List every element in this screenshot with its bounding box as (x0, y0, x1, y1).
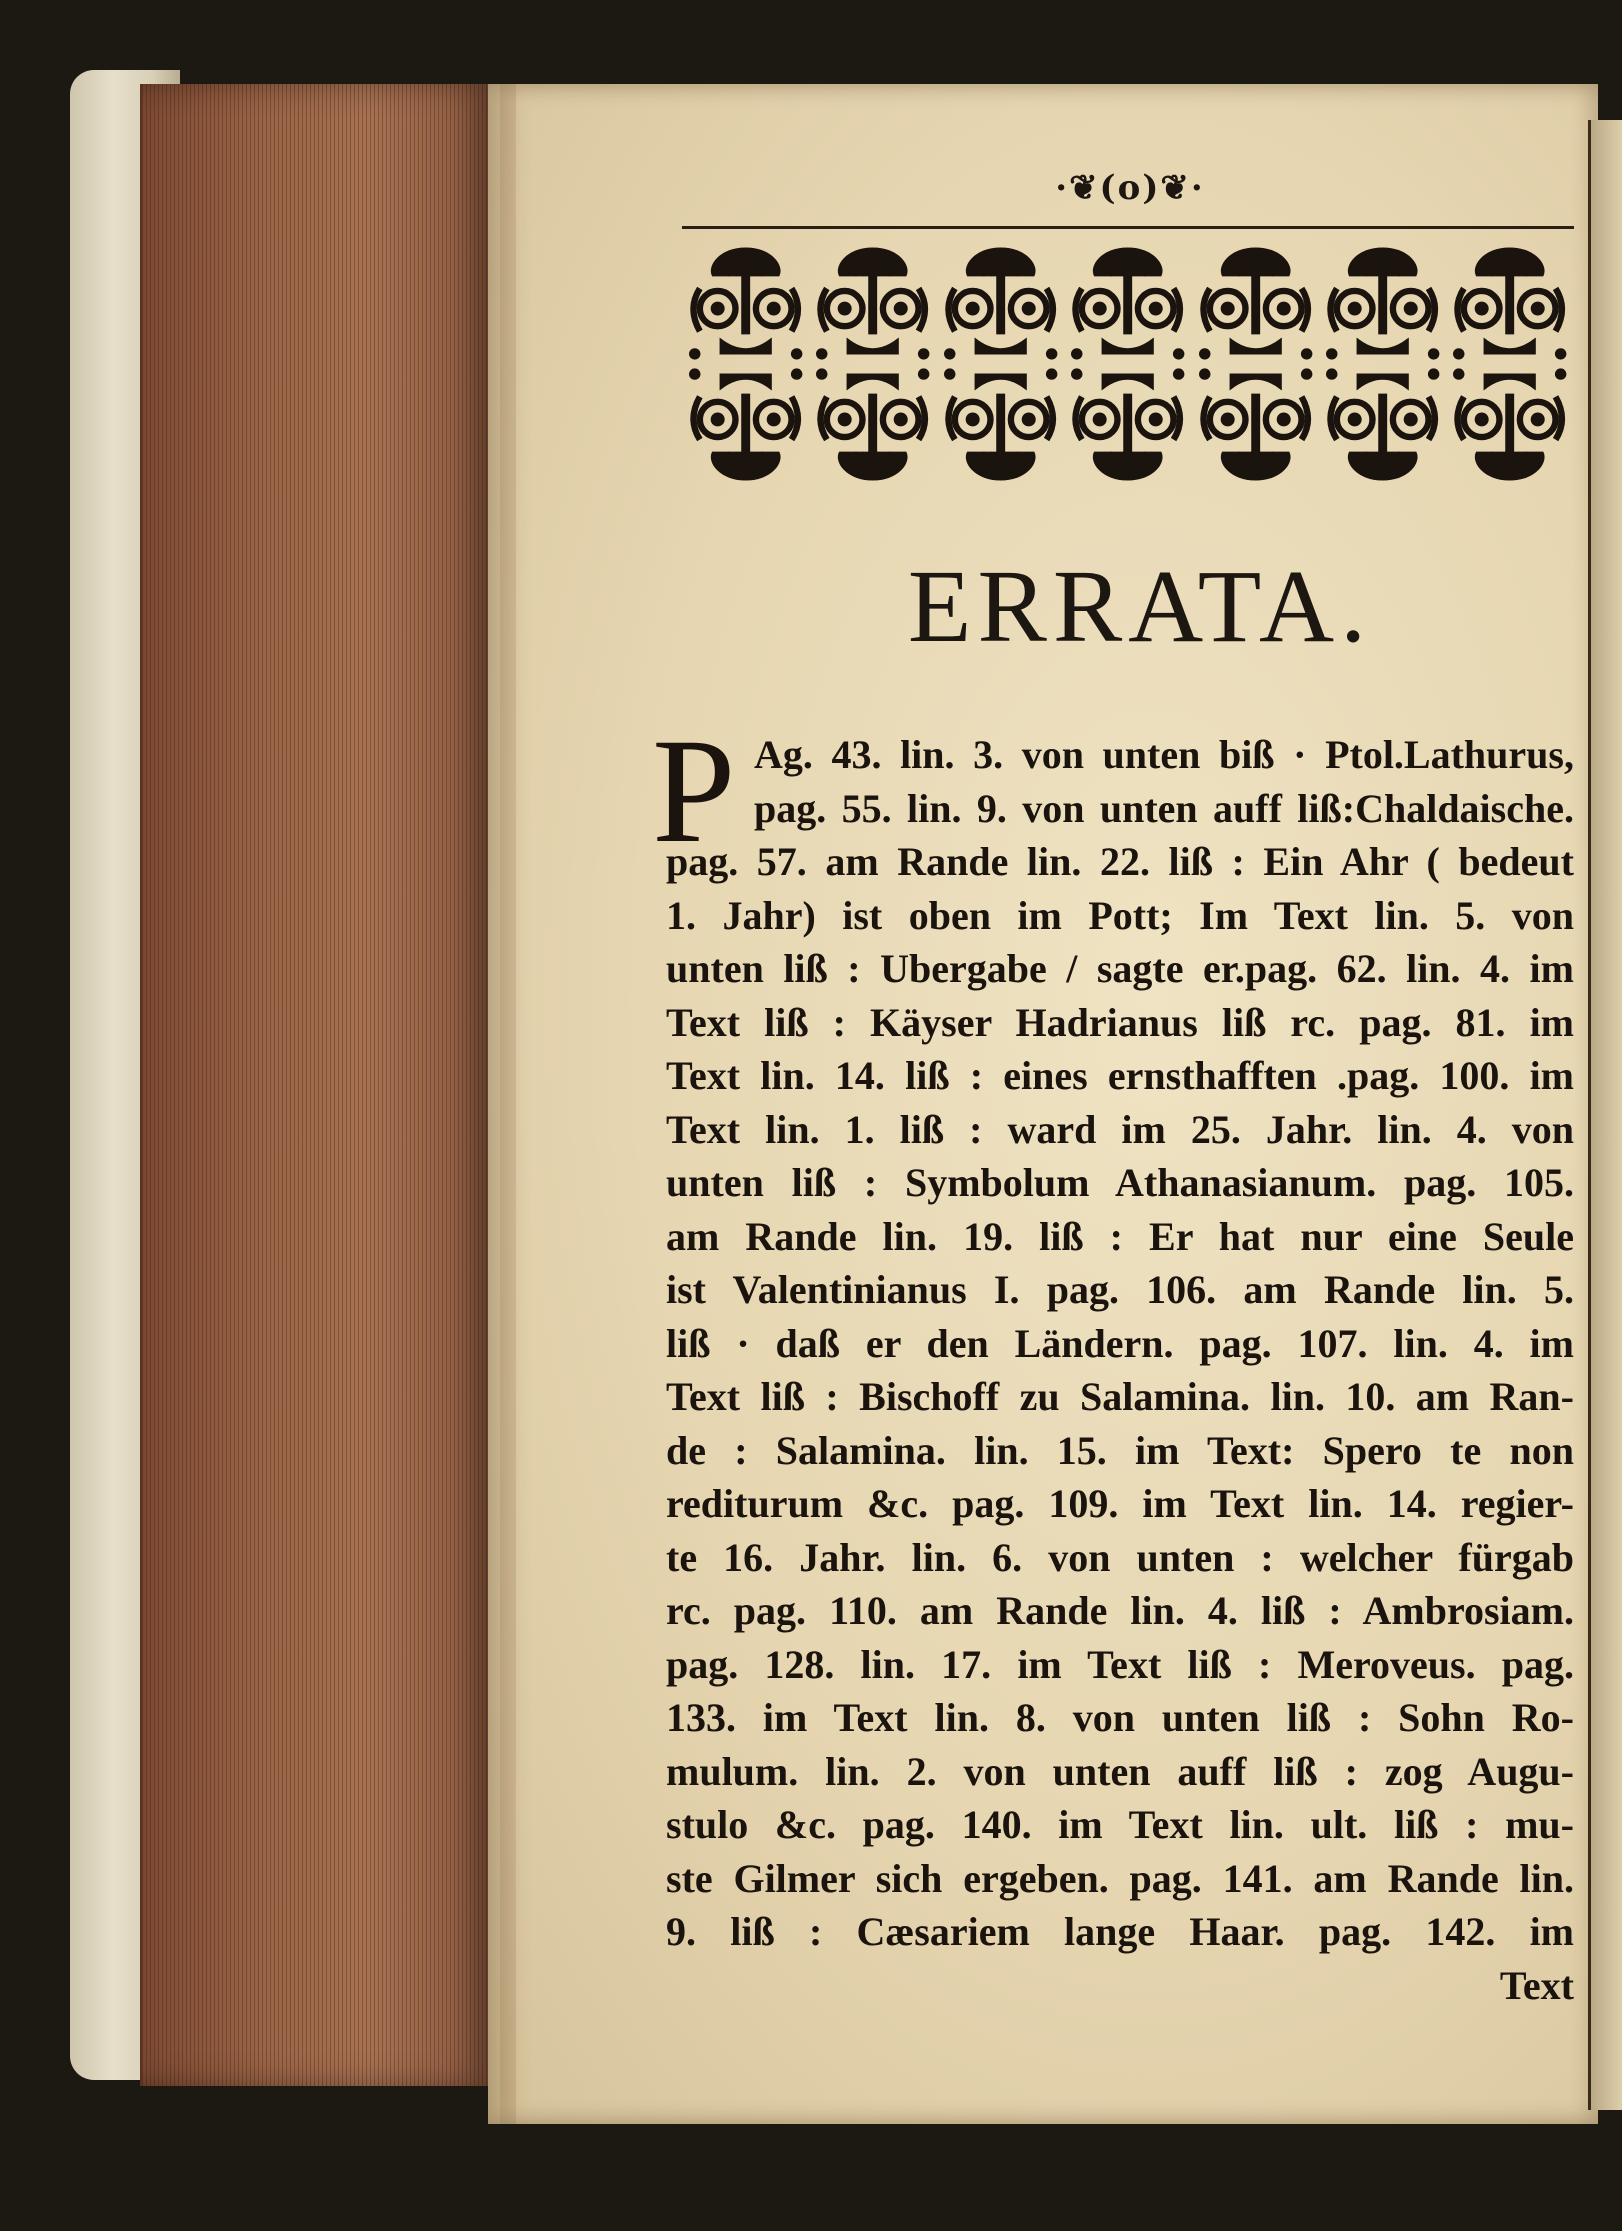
facing-page-edge (1588, 120, 1622, 2110)
drop-capital: P (652, 708, 736, 874)
text-line: 9. liß : Cæsariem lange Haar. pag. 142. im (666, 1909, 1574, 1954)
text-line: stulo &c. pag. 140. im Text lin. ult. liß : mu- (666, 1802, 1574, 1847)
text-line: unten liß : Symbolum Athanasianum. pag. 105. (666, 1160, 1574, 1205)
text-line: pag. 57. am Rande lin. 22. liß : Ein Ahr ( bedeut (666, 839, 1574, 884)
ornament-tile (1446, 238, 1573, 364)
text-line: pag. 128. lin. 17. im Text liß : Meroveus. pag. (666, 1641, 1574, 1687)
text-line: liß · daß er den Ländern. pag. 107. lin. 4. im (666, 1320, 1574, 1366)
text-line: mulum. lin. 2. von unten auff liß : zog Augu- (666, 1748, 1574, 1794)
text-line: rc. pag. 110. am Rande lin. 4. liß : Ambrosiam. (666, 1588, 1574, 1633)
ornament-tile (1319, 238, 1446, 364)
page-header-ornament: ·❦(o)❦· (1055, 168, 1205, 208)
page-title: ERRATA. (907, 549, 1373, 664)
text-line: Text (1499, 1962, 1574, 2008)
ornament-tile (1064, 364, 1191, 490)
text-line: te 16. Jahr. lin. 6. von unten : welcher fürgab (666, 1534, 1574, 1580)
ornament-tile (682, 238, 809, 364)
page-gutter-shadow (500, 84, 516, 2124)
ornament-tile (809, 364, 936, 490)
ornament-tile (1064, 238, 1191, 364)
page-block-edge (140, 84, 492, 2086)
text-line: Text liß : Bischoff zu Salamina. lin. 10. am Ran- (666, 1374, 1574, 1419)
text-line: Text liß : Käyser Hadrianus liß rc. pag. 81. im (666, 999, 1574, 1045)
text-line: ste Gilmer sich ergeben. pag. 141. am Rande lin. (666, 1855, 1574, 1901)
text-line: am Rande lin. 19. liß : Er hat nur eine Seule (666, 1213, 1574, 1259)
text-line: Text lin. 14. liß : eines ernsthafften .pag. 100. im (666, 1053, 1574, 1098)
ornament-tile (809, 238, 936, 364)
text-line: de : Salamina. lin. 15. im Text: Spero te non (666, 1427, 1574, 1473)
text-line: Text lin. 1. liß : ward im 25. Jahr. lin. 4. von (666, 1106, 1574, 1152)
text-line: unten liß : Ubergabe / sagte er.pag. 62. lin. 4. im (666, 946, 1574, 991)
ornament-tile (1192, 238, 1319, 364)
ornament-tile (937, 238, 1064, 364)
header-rule (682, 226, 1574, 229)
ornament-tile (1446, 364, 1573, 490)
text-line: pag. 55. lin. 9. von unten auff liß:Chaldaische. (754, 785, 1574, 831)
ornament-tile (1319, 364, 1446, 490)
ornament-tile (1192, 364, 1319, 490)
text-line: ist Valentinianus I. pag. 106. am Rande lin. 5. (666, 1267, 1574, 1312)
ornament-tile (937, 364, 1064, 490)
text-line: 133. im Text lin. 8. von unten liß : Sohn Ro- (666, 1695, 1574, 1740)
errata-text (666, 728, 1574, 2012)
text-line: 1. Jahr) ist oben im Pott; Im Text lin. 5. von (666, 892, 1574, 938)
ornament-tile (682, 364, 809, 490)
text-line: rediturum &c. pag. 109. im Text lin. 14. regier- (666, 1481, 1574, 1526)
floral-ornament-band (682, 238, 1574, 490)
text-line: Ag. 43. lin. 3. von unten biß · Ptol.Lathurus, (754, 732, 1574, 777)
